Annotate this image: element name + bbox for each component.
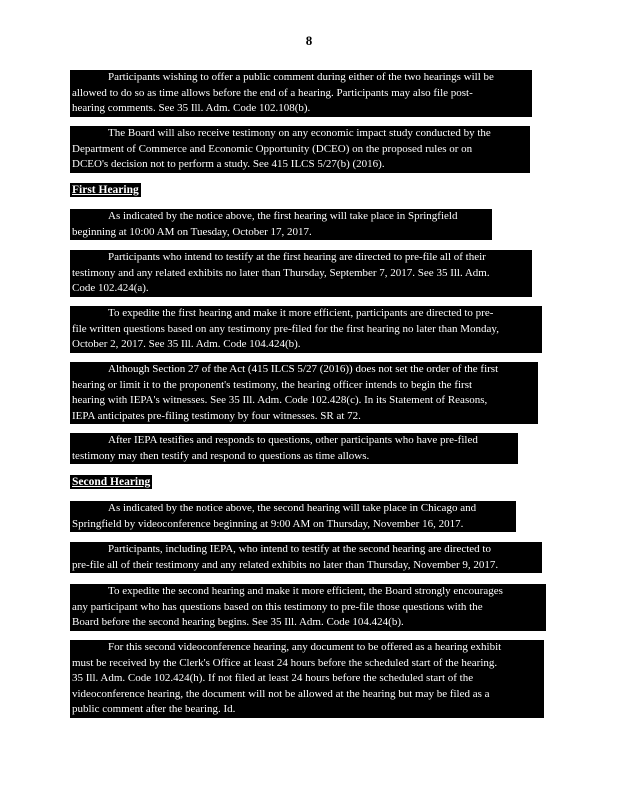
text-line: IEPA anticipates pre-filing testimony by four witnesses. SR at 72. [72,409,361,422]
text-line: To expedite the second hearing and make it more efficient, the Board strongly encourages [108,585,503,597]
text-line: hearing or limit it to the proponent's testimony, the hearing officer intends to begin the first [72,378,473,391]
paragraph-first-prefile-questions [70,306,542,353]
paragraph-second-hearing-time [70,501,516,532]
text-line: must be received by the Clerk's Office at least 24 hours before the scheduled start of the hearing. [72,656,498,669]
text-line: pre-file all of their testimony and any related exhibits no later than Thursday, November 9, 2017. [72,558,499,571]
text-line: October 2, 2017. See 35 Ill. Adm. Code 104.424(b). [72,338,301,350]
text-line: As indicated by the notice above, the second hearing will take place in Chicago and [108,502,477,514]
text-line: Participants who intend to testify at the first hearing are directed to pre-file all of their [108,251,486,263]
text-line: hearing with IEPA's witnesses. See 35 Ill. Adm. Code 102.428(c). In its Statement of Reasons, [72,394,488,406]
text-line: Code 102.424(a). [72,282,149,294]
text-line: beginning at 10:00 AM on Tuesday, October 17, 2017. [72,225,312,238]
text-line: testimony and any related exhibits no later than Thursday, September 7, 2017. See 35 Ill. Adm. [72,266,490,279]
paragraph-after-iepa [70,433,518,464]
text-line: Board before the second hearing begins. See 35 Ill. Adm. Code 104.424(b). [72,616,404,628]
paragraph-hearing-order [70,362,538,424]
text-line: The Board will also receive testimony on any economic impact study conducted by the [108,127,491,139]
text-line: As indicated by the notice above, the first hearing will take place in Springfield [108,210,458,222]
page-number: 8 [305,33,313,48]
text-line: public comment after the bearing. Id. [72,703,236,715]
text-line: For this second videoconference hearing, any document to be offered as a hearing exhibit [108,641,502,653]
text-line: hearing comments. See 35 Ill. Adm. Code 102.108(b). [72,102,311,114]
paragraph-exhibit-deadline [70,640,544,718]
text-line: 35 Ill. Adm. Code 102.424(h). If not filed at least 24 hours before the scheduled start of the [72,672,474,684]
text-line: testimony may then testify and respond to questions as time allows. [72,449,370,462]
paragraph-second-prefile-questions [70,584,546,631]
paragraph-first-hearing-time [70,209,492,240]
paragraph-second-prefile-testimony [70,542,542,573]
text-line: Although Section 27 of the Act (415 ILCS 5/27 (2016)) does not set the order of the first [108,363,499,375]
text-line: allowed to do so as time allows before the end of a hearing. Participants may also file post- [72,86,473,99]
text-line: To expedite the first hearing and make it more efficient, participants are directed to pre- [108,307,494,319]
paragraph-economic-impact [70,126,530,173]
paragraph-first-prefile-testimony [70,250,532,297]
heading-second-hearing: Second Hearing [72,476,151,488]
text-line: Department of Commerce and Economic Opportunity (DCEO) on the proposed rules or on [72,142,473,155]
text-line: After IEPA testifies and responds to questions, other participants who have pre-filed [108,434,478,446]
heading-first-hearing: First Hearing [72,184,139,196]
paragraph-public-comment [70,70,532,117]
text-line: Springfield by videoconference beginning at 9:00 AM on Thursday, November 16, 2017. [72,517,464,530]
text-line: DCEO's decision not to perform a study. See 415 ILCS 5/27(b) (2016). [72,158,385,170]
text-line: Participants, including IEPA, who intend to testify at the second hearing are directed to [108,543,491,555]
text-line: videoconference hearing, the document will not be allowed at the hearing but may be filed as a [72,687,490,700]
text-line: Participants wishing to offer a public comment during either of the two hearings will be [108,71,494,83]
text-line: file written questions based on any testimony pre-filed for the first hearing no later than Monday, [72,322,499,335]
text-line: any participant who has questions based on this testimony to pre-file those questions with the [72,600,483,613]
